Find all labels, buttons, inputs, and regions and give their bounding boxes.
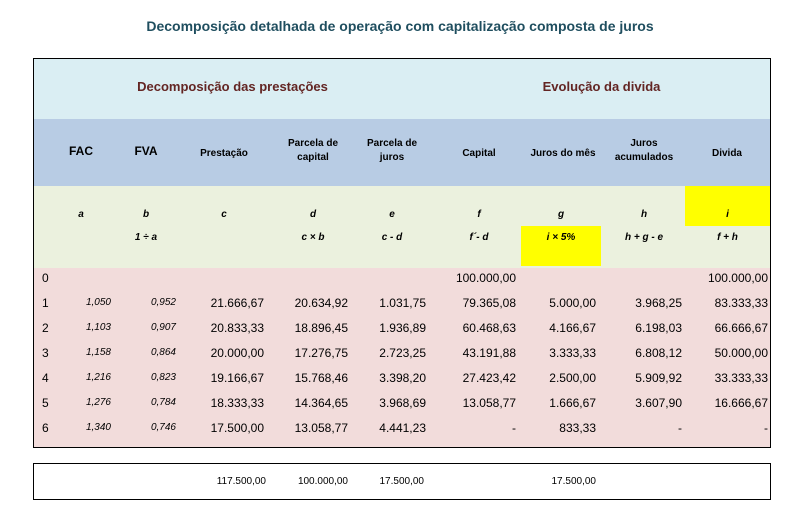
cell-fva: 0,864 — [150, 347, 176, 358]
formula-d: c × b — [301, 232, 325, 243]
cell-juros-mes: 4.166,67 — [549, 321, 596, 335]
cell-divida: 66.666,67 — [714, 321, 768, 335]
total-prestacao: 117.500,00 — [216, 476, 266, 487]
cell-parc-cap: 17.276,75 — [294, 346, 348, 360]
cell-juros-mes: 5.000,00 — [549, 296, 596, 310]
cell-parc-jur: 1.936,89 — [379, 321, 426, 335]
cell-juros-acum: - — [678, 421, 682, 435]
header-prestacao: Prestação — [200, 148, 248, 159]
cell-fva: 0,823 — [150, 372, 176, 383]
row-number: 5 — [42, 396, 49, 410]
cell-juros-acum: 3.607,90 — [635, 396, 682, 410]
cell-prest: 20.000,00 — [210, 346, 264, 360]
row-number: 3 — [42, 346, 49, 360]
row-number: 6 — [42, 421, 49, 435]
header-parcela-capital — [274, 137, 352, 165]
row-number: 0 — [42, 271, 49, 285]
cell-capital: 27.423,42 — [462, 371, 516, 385]
cell-fva: 0,746 — [150, 422, 176, 433]
cell-divida: 100.000,00 — [707, 271, 768, 285]
formula-band — [34, 186, 770, 268]
letter-b: b — [142, 209, 150, 220]
cell-juros-mes: 3.333,33 — [549, 346, 596, 360]
header-fac: FAC — [69, 144, 93, 158]
cell-parc-jur: 2.723,25 — [379, 346, 426, 360]
cell-parc-jur: 3.398,20 — [379, 371, 426, 385]
cell-fva: 0,784 — [150, 397, 176, 408]
row-number: 2 — [42, 321, 49, 335]
cell-fac: 1,340 — [85, 422, 111, 433]
cell-prest: 21.666,67 — [210, 296, 264, 310]
cell-juros-mes: 1.666,67 — [549, 396, 596, 410]
cell-parc-jur: 4.441,23 — [379, 421, 426, 435]
total-juros-mes: 17.500,00 — [551, 476, 596, 487]
letter-a: a — [78, 209, 84, 220]
header-fva: FVA — [134, 144, 158, 158]
highlight-cell-i — [685, 186, 770, 226]
section-right-title: Evolução da divida — [542, 79, 661, 94]
header-parcela-juros-line1: Parcela de — [366, 138, 418, 149]
total-parcela-capital: 100.000,00 — [297, 476, 348, 487]
cell-parc-cap: 14.364,65 — [294, 396, 348, 410]
cell-juros-mes: 833,33 — [559, 421, 596, 435]
row-number: 1 — [42, 296, 49, 310]
cell-juros-acum: 6.808,12 — [635, 346, 682, 360]
cell-juros-acum: 5.909,92 — [635, 371, 682, 385]
cell-capital: 13.058,77 — [462, 396, 516, 410]
header-juros-acumulados — [602, 137, 686, 165]
header-juros-acumulados-line1: Juros — [630, 138, 658, 149]
cell-fva: 0,907 — [150, 322, 176, 333]
letter-c: c — [221, 209, 227, 220]
header-capital: Capital — [462, 148, 496, 159]
cell-capital: 79.365,08 — [462, 296, 516, 310]
cell-juros-acum: 6.198,03 — [635, 321, 682, 335]
row-number: 4 — [42, 371, 49, 385]
cell-divida: 83.333,33 — [714, 296, 768, 310]
cell-parc-jur: 3.968,69 — [379, 396, 426, 410]
cell-fac: 1,276 — [85, 397, 111, 408]
header-divida: Divida — [711, 148, 742, 159]
cell-fac: 1,103 — [85, 322, 111, 333]
cell-prest: 20.833,33 — [210, 321, 264, 335]
cell-juros-mes: 2.500,00 — [549, 371, 596, 385]
cell-capital: 100.000,00 — [455, 271, 516, 285]
cell-juros-acum: 3.968,25 — [635, 296, 682, 310]
letter-f: f — [477, 209, 481, 220]
formula-g: i × 5% — [546, 232, 576, 243]
header-parcela-capital-line1: Parcela de — [287, 138, 339, 149]
formula-h: h + g - e — [624, 232, 664, 243]
cell-divida: - — [764, 421, 768, 435]
cell-fva: 0,952 — [150, 297, 176, 308]
cell-prest: 17.500,00 — [210, 421, 264, 435]
cell-parc-cap: 13.058,77 — [294, 421, 348, 435]
cell-parc-cap: 20.634,92 — [294, 296, 348, 310]
cell-fac: 1,158 — [85, 347, 111, 358]
header-parcela-juros — [356, 137, 428, 165]
letter-g: g — [557, 209, 565, 220]
total-parcela-juros: 17.500,00 — [379, 476, 424, 487]
cell-divida: 33.333,33 — [714, 371, 768, 385]
totals-row — [33, 463, 771, 500]
cell-capital: 43.191,88 — [462, 346, 516, 360]
cell-parc-cap: 15.768,46 — [294, 371, 348, 385]
formula-e: c - d — [381, 232, 403, 243]
page-title: Decomposição detalhada de operação com capitalização composta de juros — [146, 18, 654, 34]
letter-h: h — [640, 209, 648, 220]
cell-parc-jur: 1.031,75 — [379, 296, 426, 310]
cell-fac: 1,050 — [85, 297, 111, 308]
header-juros-acumulados-line2: acumulados — [614, 152, 674, 163]
header-parcela-capital-line2: capital — [297, 152, 329, 163]
formula-f: f´- d — [469, 232, 489, 243]
cell-capital: 60.468,63 — [462, 321, 516, 335]
letter-i: i — [726, 209, 729, 220]
cell-capital: - — [512, 421, 516, 435]
cell-divida: 50.000,00 — [714, 346, 768, 360]
cell-fac: 1,216 — [85, 372, 111, 383]
header-parcela-juros-line2: juros — [379, 152, 405, 163]
letter-e: e — [389, 209, 395, 220]
cell-parc-cap: 18.896,45 — [294, 321, 348, 335]
cell-prest: 19.166,67 — [210, 371, 264, 385]
header-juros-mes: Juros do mês — [530, 148, 596, 159]
formula-b: 1 ÷ a — [134, 232, 158, 243]
decomposition-table — [33, 58, 771, 448]
formula-i: f + h — [717, 232, 738, 243]
section-left-title: Decomposição das prestações — [137, 79, 328, 94]
letter-d: d — [309, 209, 317, 220]
cell-prest: 18.333,33 — [210, 396, 264, 410]
cell-divida: 16.666,67 — [714, 396, 768, 410]
